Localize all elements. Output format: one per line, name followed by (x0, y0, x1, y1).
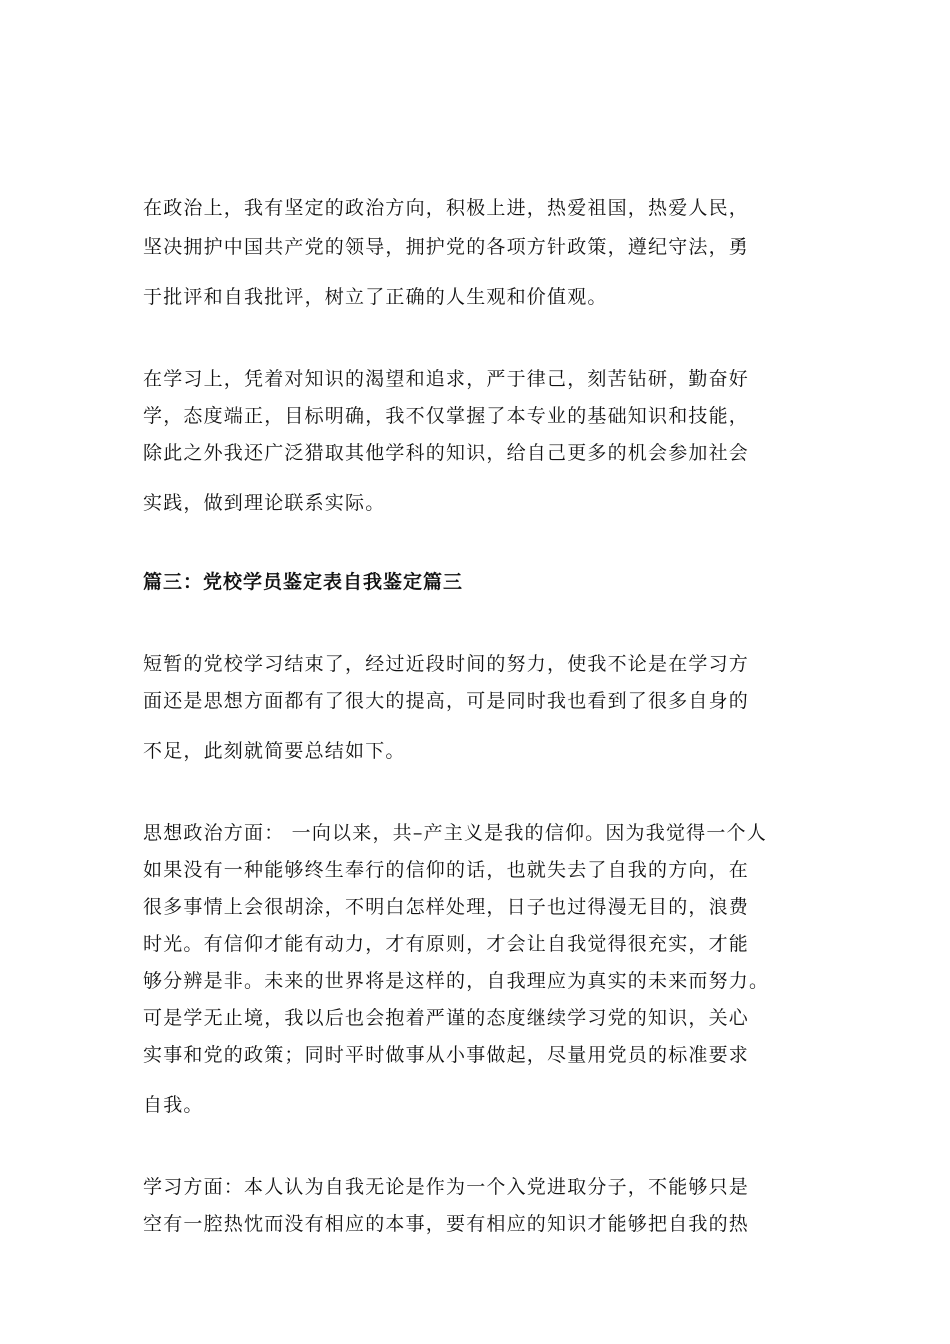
paragraph-3-line-3: 不足，此刻就简要总结如下。 (143, 740, 406, 762)
paragraph-2-line-4: 实践，做到理论联系实际。 (143, 492, 386, 514)
paragraph-4-line-6: 可是学无止境，我以后也会抱着严谨的态度继续学习党的知识，关心 (143, 1007, 750, 1029)
paragraph-4-line-5: 够分辨是非。未来的世界将是这样的，自我理应为真实的未来而努力。 (143, 970, 770, 992)
paragraph-2-line-3: 除此之外我还广泛猎取其他学科的知识，给自己更多的机会参加社会 (143, 442, 750, 464)
section-heading: 篇三：党校学员鉴定表自我鉴定篇三 (143, 571, 464, 593)
paragraph-5-line-2: 空有一腔热忱而没有相应的本事，要有相应的知识才能够把自我的热 (143, 1213, 750, 1235)
paragraph-4-line-2: 如果没有一种能够终生奉行的信仰的话，也就失去了自我的方向，在 (143, 859, 750, 881)
paragraph-1-line-1: 在政治上，我有坚定的政治方向，积极上进，热爱祖国，热爱人民， (143, 197, 750, 219)
paragraph-4-line-1: 思想政治方面： 一向以来，共–产主义是我的信仰。因为我觉得一个人 (143, 822, 767, 844)
paragraph-1-line-2: 坚决拥护中国共产党的领导，拥护党的各项方针政策，遵纪守法，勇 (143, 236, 750, 258)
paragraph-4-line-4: 时光。有信仰才能有动力，才有原则，才会让自我觉得很充实，才能 (143, 933, 750, 955)
paragraph-4-line-3: 很多事情上会很胡涂，不明白怎样处理，日子也过得漫无目的，浪费 (143, 896, 750, 918)
paragraph-4-line-7: 实事和党的政策；同时平时做事从小事做起，尽量用党员的标准要求 (143, 1044, 750, 1066)
paragraph-3-line-1: 短暂的党校学习结束了，经过近段时间的努力，使我不论是在学习方 (143, 653, 750, 675)
paragraph-5-line-1: 学习方面：本人认为自我无论是作为一个入党进取分子，不能够只是 (143, 1176, 750, 1198)
paragraph-2-line-1: 在学习上，凭着对知识的渴望和追求，严于律己，刻苦钻研，勤奋好 (143, 368, 750, 390)
paragraph-3-line-2: 面还是思想方面都有了很大的提高，可是同时我也看到了很多自身的 (143, 690, 750, 712)
paragraph-1-line-3: 于批评和自我批评，树立了正确的人生观和价值观。 (143, 286, 608, 308)
paragraph-2-line-2: 学，态度端正，目标明确，我不仅掌握了本专业的基础知识和技能， (143, 405, 750, 427)
paragraph-4-line-8: 自我。 (143, 1094, 204, 1116)
